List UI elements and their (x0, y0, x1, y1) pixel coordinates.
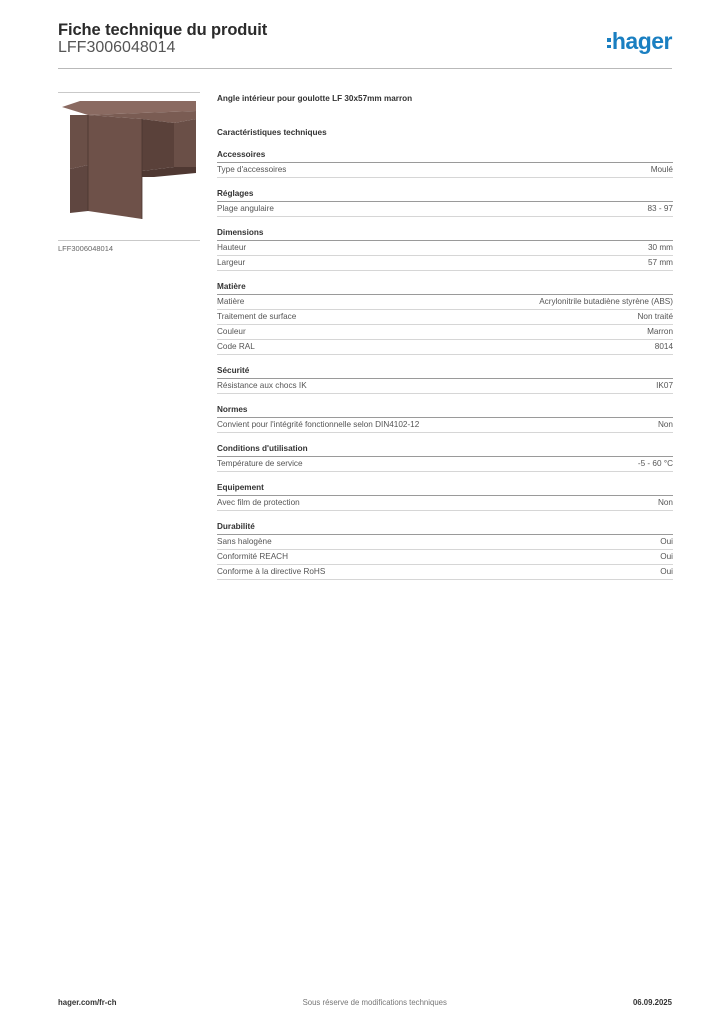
logo-dots-icon (607, 38, 611, 48)
page-footer (58, 998, 672, 1007)
spec-section (217, 481, 673, 511)
spec-row (217, 379, 673, 394)
spec-row (217, 241, 673, 256)
spec-section (217, 403, 673, 433)
spec-value: 8014 (654, 342, 673, 351)
spec-row (217, 202, 673, 217)
section-title: Sécurité (217, 364, 673, 379)
spec-label: Couleur (217, 327, 246, 336)
section-title: Réglages (217, 187, 673, 202)
spec-value: 57 mm (647, 258, 673, 267)
spec-label: Hauteur (217, 243, 247, 252)
hager-logo (607, 28, 672, 55)
spec-value: Non traité (637, 312, 673, 321)
spec-row (217, 535, 673, 550)
spec-label: Sans halogène (217, 537, 272, 546)
header-divider (58, 68, 672, 69)
spec-section (217, 364, 673, 394)
spec-section (217, 187, 673, 217)
logo-text: hager (611, 28, 672, 54)
spec-label: Largeur (217, 258, 246, 267)
spec-label: Conforme à la directive RoHS (217, 567, 326, 576)
product-image (58, 92, 200, 241)
spec-sections (217, 148, 673, 580)
spec-value: Acrylonitrile butadiène styrène (ABS) (539, 297, 673, 306)
spec-label: Température de service (217, 459, 303, 468)
spec-value: Oui (660, 552, 673, 561)
product-name: Angle intérieur pour goulotte LF 30x57mm marron (217, 94, 413, 103)
spec-value: IK07 (656, 381, 673, 390)
section-title: Dimensions (217, 226, 673, 241)
spec-label: Code RAL (217, 342, 255, 351)
product-reference: LFF3006048014 (58, 39, 176, 56)
spec-label: Type d'accessoires (217, 165, 287, 174)
footer-date: 06.09.2025 (632, 998, 672, 1007)
spec-row (217, 496, 673, 511)
spec-row (217, 310, 673, 325)
spec-row (217, 340, 673, 355)
spec-label: Convient pour l'intégrité fonctionnelle selon DIN4102-12 (217, 420, 420, 429)
spec-section (217, 280, 673, 355)
spec-row (217, 550, 673, 565)
spec-label: Plage angulaire (217, 204, 274, 213)
spec-section (217, 226, 673, 271)
spec-label: Matière (217, 297, 245, 306)
spec-value: Non (657, 420, 673, 429)
page-title: Fiche technique du produit (58, 21, 268, 39)
section-title: Matière (217, 280, 673, 295)
footer-note: Sous réserve de modifications techniques (302, 998, 447, 1007)
section-title: Durabilité (217, 520, 673, 535)
characteristics-title: Caractéristiques techniques (217, 128, 327, 137)
spec-row (217, 163, 673, 178)
spec-value: Moulé (650, 165, 673, 174)
spec-value: Marron (647, 327, 673, 336)
spec-value: Oui (660, 567, 673, 576)
spec-content (217, 92, 673, 589)
section-title: Accessoires (217, 148, 673, 163)
spec-section (217, 442, 673, 472)
spec-row (217, 418, 673, 433)
section-title: Equipement (217, 481, 673, 496)
spec-label: Conformité REACH (217, 552, 288, 561)
spec-section (217, 520, 673, 580)
spec-value: -5 - 60 °C (637, 459, 673, 468)
spec-label: Avec film de protection (217, 498, 300, 507)
section-title: Conditions d'utilisation (217, 442, 673, 457)
spec-label: Résistance aux chocs IK (217, 381, 307, 390)
spec-section (217, 148, 673, 178)
spec-value: Non (657, 498, 673, 507)
spec-row (217, 565, 673, 580)
section-title: Normes (217, 403, 673, 418)
spec-row (217, 457, 673, 472)
footer-site-link[interactable]: hager.com/fr-ch (58, 998, 117, 1007)
product-illustration (58, 93, 200, 240)
spec-row (217, 256, 673, 271)
spec-label: Traitement de surface (217, 312, 297, 321)
spec-value: Oui (660, 537, 673, 546)
spec-value: 30 mm (647, 243, 673, 252)
spec-row (217, 295, 673, 310)
spec-row (217, 325, 673, 340)
image-caption: LFF3006048014 (58, 244, 114, 253)
spec-value: 83 - 97 (647, 204, 673, 213)
